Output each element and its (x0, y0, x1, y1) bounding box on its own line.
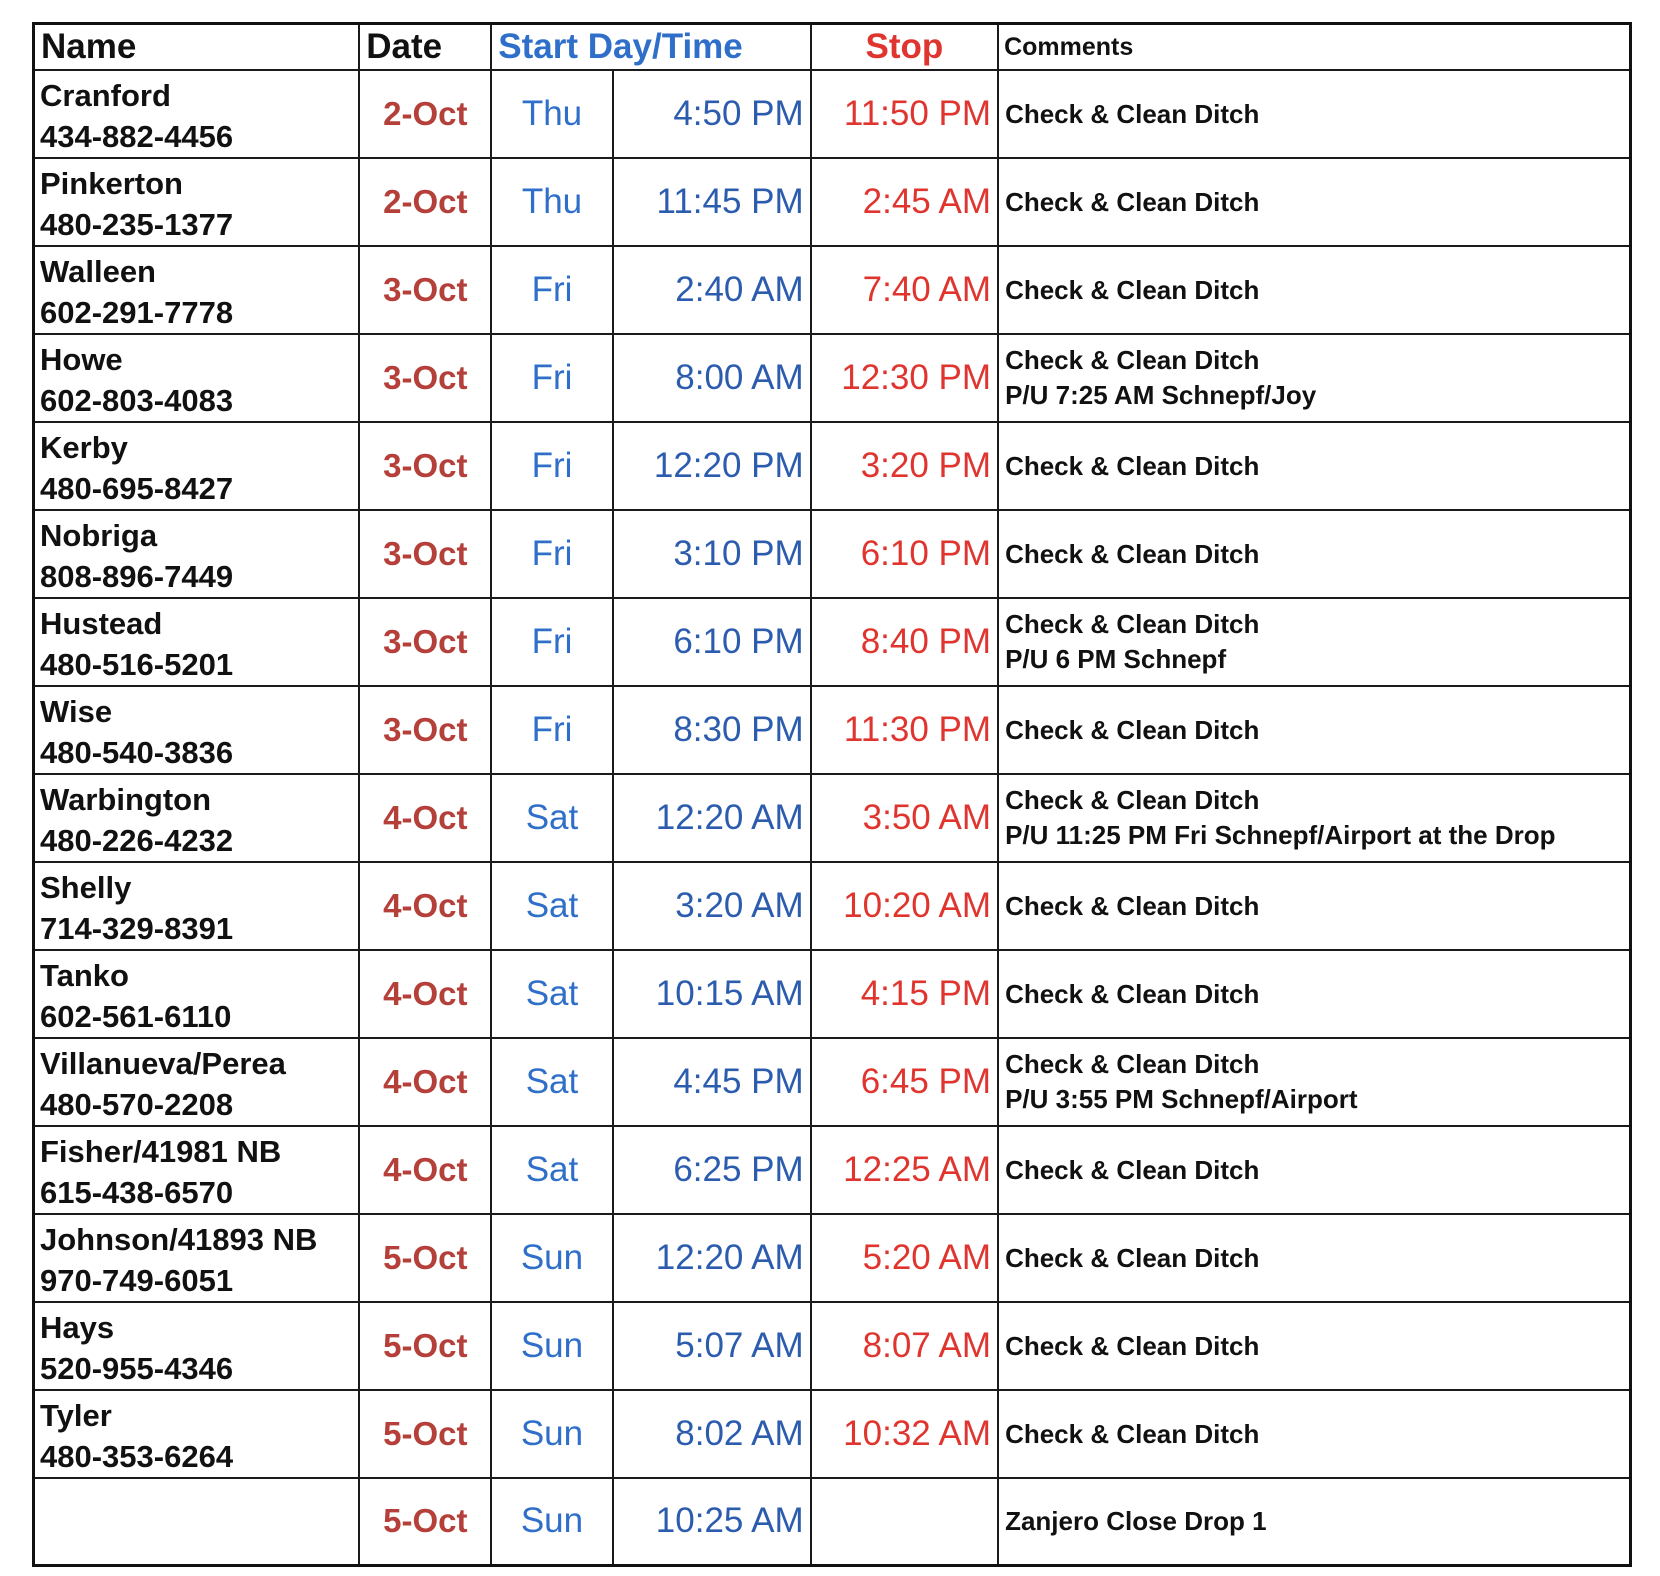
comments-cell (998, 950, 1630, 1038)
date-cell: 3-Oct (359, 334, 491, 422)
comments-cell (998, 158, 1630, 246)
comments-cell (998, 70, 1630, 158)
table-row (34, 1478, 1631, 1565)
person-name: Pinkerton (40, 166, 183, 201)
start-day-cell: Thu (491, 158, 612, 246)
person-phone: 970-749-6051 (40, 1263, 234, 1298)
person-name: Wise (40, 694, 113, 729)
table-row (34, 422, 1631, 510)
table-row (34, 774, 1631, 862)
table-row (34, 70, 1631, 158)
start-time-cell: 11:45 PM (613, 158, 811, 246)
start-day-cell: Thu (491, 70, 612, 158)
start-day-cell: Sun (491, 1478, 612, 1565)
stop-time-cell: 12:30 PM (811, 334, 998, 422)
person-phone: 602-561-6110 (40, 999, 232, 1034)
name-cell (34, 246, 360, 334)
person-phone: 480-695-8427 (40, 471, 234, 506)
comments-cell (998, 422, 1630, 510)
start-day-cell: Sun (491, 1390, 612, 1478)
person-name: Tanko (40, 958, 129, 993)
person-name: Johnson/41893 NB (40, 1222, 318, 1257)
start-time-cell: 5:07 AM (613, 1302, 811, 1390)
header-row (34, 24, 1631, 71)
comment-line-1: Check & Clean Ditch (1005, 785, 1260, 815)
stop-time-cell: 10:20 AM (811, 862, 998, 950)
start-time-cell: 12:20 PM (613, 422, 811, 510)
comments-cell (998, 598, 1630, 686)
person-name: Cranford (40, 78, 171, 113)
start-time-cell: 6:10 PM (613, 598, 811, 686)
comments-cell (998, 246, 1630, 334)
column-header-name: Name (34, 24, 360, 71)
stop-time-cell: 8:40 PM (811, 598, 998, 686)
start-day-cell: Fri (491, 246, 612, 334)
name-cell (34, 1390, 360, 1478)
table-row (34, 686, 1631, 774)
name-cell (34, 1302, 360, 1390)
start-time-cell: 4:45 PM (613, 1038, 811, 1126)
comment-line-2: P/U 11:25 PM Fri Schnepf/Airport at the Drop (1005, 820, 1556, 850)
start-day-cell: Sun (491, 1302, 612, 1390)
stop-time-cell: 6:10 PM (811, 510, 998, 598)
comment-line-1: Check & Clean Ditch (1005, 1154, 1260, 1185)
table-row (34, 158, 1631, 246)
comment-line-1: Check & Clean Ditch (1005, 274, 1260, 305)
date-cell: 4-Oct (359, 1038, 491, 1126)
person-phone: 615-438-6570 (40, 1175, 234, 1210)
date-cell: 3-Oct (359, 246, 491, 334)
stop-time-cell: 11:30 PM (811, 686, 998, 774)
stop-time-cell: 5:20 AM (811, 1214, 998, 1302)
start-day-cell: Sat (491, 774, 612, 862)
name-cell (34, 1478, 360, 1565)
person-phone: 480-353-6264 (40, 1439, 234, 1474)
person-name: Villanueva/Perea (40, 1046, 286, 1081)
name-cell (34, 862, 360, 950)
person-phone: 520-955-4346 (40, 1351, 234, 1386)
person-phone: 480-570-2208 (40, 1087, 234, 1122)
start-time-cell: 10:15 AM (613, 950, 811, 1038)
comments-cell (998, 1478, 1630, 1565)
start-time-cell: 8:30 PM (613, 686, 811, 774)
person-phone: 480-235-1377 (40, 207, 234, 242)
name-cell (34, 510, 360, 598)
start-day-cell: Sat (491, 862, 612, 950)
comment-line-2: P/U 7:25 AM Schnepf/Joy (1005, 380, 1317, 410)
name-cell (34, 70, 360, 158)
name-cell (34, 1126, 360, 1214)
person-phone: 808-896-7449 (40, 559, 234, 594)
date-cell: 4-Oct (359, 862, 491, 950)
person-name: Kerby (40, 430, 128, 465)
person-phone: 480-516-5201 (40, 647, 234, 682)
name-cell (34, 422, 360, 510)
name-cell (34, 334, 360, 422)
person-name: Walleen (40, 254, 156, 289)
person-phone: 480-226-4232 (40, 823, 234, 858)
date-cell: 4-Oct (359, 774, 491, 862)
start-day-cell: Fri (491, 510, 612, 598)
person-phone: 602-803-4083 (40, 383, 234, 418)
table-row (34, 1302, 1631, 1390)
person-name: Nobriga (40, 518, 158, 553)
table-row (34, 1390, 1631, 1478)
start-day-cell: Sat (491, 1038, 612, 1126)
date-cell: 4-Oct (359, 950, 491, 1038)
comment-line-1: Check & Clean Ditch (1005, 345, 1260, 375)
person-name: Fisher/41981 NB (40, 1134, 282, 1169)
table-row (34, 1038, 1631, 1126)
column-header-start: Start Day/Time (491, 24, 810, 71)
start-time-cell: 3:10 PM (613, 510, 811, 598)
table-row (34, 510, 1631, 598)
stop-time-cell: 8:07 AM (811, 1302, 998, 1390)
comments-cell (998, 1390, 1630, 1478)
comments-cell (998, 510, 1630, 598)
comment-line-1: Check & Clean Ditch (1005, 714, 1260, 745)
comments-cell (998, 862, 1630, 950)
column-header-comments: Comments (998, 24, 1630, 71)
stop-time-cell: 4:15 PM (811, 950, 998, 1038)
table-row (34, 1126, 1631, 1214)
date-cell: 3-Oct (359, 510, 491, 598)
date-cell: 5-Oct (359, 1390, 491, 1478)
date-cell: 2-Oct (359, 158, 491, 246)
name-cell (34, 1214, 360, 1302)
column-header-stop: Stop (811, 24, 998, 71)
person-phone: 434-882-4456 (40, 119, 234, 154)
start-time-cell: 8:02 AM (613, 1390, 811, 1478)
table-row (34, 862, 1631, 950)
person-name: Hays (40, 1310, 115, 1345)
name-cell (34, 950, 360, 1038)
comment-line-1: Check & Clean Ditch (1005, 538, 1260, 569)
comment-line-1: Check & Clean Ditch (1005, 1330, 1260, 1361)
comments-cell (998, 334, 1630, 422)
person-phone: 480-540-3836 (40, 735, 234, 770)
person-name: Howe (40, 342, 123, 377)
comment-line-2: P/U 6 PM Schnepf (1005, 644, 1227, 674)
comment-line-1: Check & Clean Ditch (1005, 1242, 1260, 1273)
start-time-cell: 12:20 AM (613, 774, 811, 862)
stop-time-cell (811, 1478, 998, 1565)
schedule-body (34, 70, 1631, 1565)
date-cell: 5-Oct (359, 1478, 491, 1565)
start-time-cell: 10:25 AM (613, 1478, 811, 1565)
comment-line-1: Check & Clean Ditch (1005, 1418, 1260, 1449)
start-time-cell: 4:50 PM (613, 70, 811, 158)
comment-line-1: Check & Clean Ditch (1005, 890, 1260, 921)
person-name: Tyler (40, 1398, 112, 1433)
table-row (34, 950, 1631, 1038)
comments-cell (998, 1214, 1630, 1302)
table-row (34, 598, 1631, 686)
start-day-cell: Fri (491, 598, 612, 686)
start-time-cell: 3:20 AM (613, 862, 811, 950)
comments-cell (998, 1126, 1630, 1214)
comments-cell (998, 1302, 1630, 1390)
person-name: Warbington (40, 782, 212, 817)
irrigation-schedule-table (32, 22, 1632, 1567)
comment-line-1: Check & Clean Ditch (1005, 450, 1260, 481)
start-time-cell: 2:40 AM (613, 246, 811, 334)
start-day-cell: Sat (491, 1126, 612, 1214)
stop-time-cell: 3:20 PM (811, 422, 998, 510)
date-cell: 2-Oct (359, 70, 491, 158)
date-cell: 5-Oct (359, 1214, 491, 1302)
start-day-cell: Fri (491, 686, 612, 774)
stop-time-cell: 7:40 AM (811, 246, 998, 334)
table-row (34, 1214, 1631, 1302)
name-cell (34, 774, 360, 862)
person-phone: 714-329-8391 (40, 911, 234, 946)
table-row (34, 334, 1631, 422)
stop-time-cell: 2:45 AM (811, 158, 998, 246)
comment-line-1: Check & Clean Ditch (1005, 98, 1260, 129)
name-cell (34, 686, 360, 774)
name-cell (34, 158, 360, 246)
comments-cell (998, 686, 1630, 774)
date-cell: 3-Oct (359, 422, 491, 510)
name-cell (34, 598, 360, 686)
comment-line-1: Zanjero Close Drop 1 (1005, 1505, 1267, 1536)
name-cell (34, 1038, 360, 1126)
start-day-cell: Sat (491, 950, 612, 1038)
stop-time-cell: 12:25 AM (811, 1126, 998, 1214)
stop-time-cell: 3:50 AM (811, 774, 998, 862)
person-phone: 602-291-7778 (40, 295, 234, 330)
comment-line-1: Check & Clean Ditch (1005, 978, 1260, 1009)
comment-line-1: Check & Clean Ditch (1005, 1049, 1260, 1079)
start-time-cell: 8:00 AM (613, 334, 811, 422)
date-cell: 4-Oct (359, 1126, 491, 1214)
start-day-cell: Fri (491, 422, 612, 510)
person-name: Hustead (40, 606, 163, 641)
start-day-cell: Fri (491, 334, 612, 422)
start-day-cell: Sun (491, 1214, 612, 1302)
person-name: Shelly (40, 870, 132, 905)
comments-cell (998, 1038, 1630, 1126)
start-time-cell: 6:25 PM (613, 1126, 811, 1214)
comments-cell (998, 774, 1630, 862)
stop-time-cell: 10:32 AM (811, 1390, 998, 1478)
date-cell: 5-Oct (359, 1302, 491, 1390)
stop-time-cell: 11:50 PM (811, 70, 998, 158)
table-row (34, 246, 1631, 334)
comment-line-1: Check & Clean Ditch (1005, 186, 1260, 217)
stop-time-cell: 6:45 PM (811, 1038, 998, 1126)
column-header-date: Date (359, 24, 491, 71)
comment-line-1: Check & Clean Ditch (1005, 609, 1260, 639)
date-cell: 3-Oct (359, 598, 491, 686)
date-cell: 3-Oct (359, 686, 491, 774)
start-time-cell: 12:20 AM (613, 1214, 811, 1302)
comment-line-2: P/U 3:55 PM Schnepf/Airport (1005, 1084, 1358, 1114)
